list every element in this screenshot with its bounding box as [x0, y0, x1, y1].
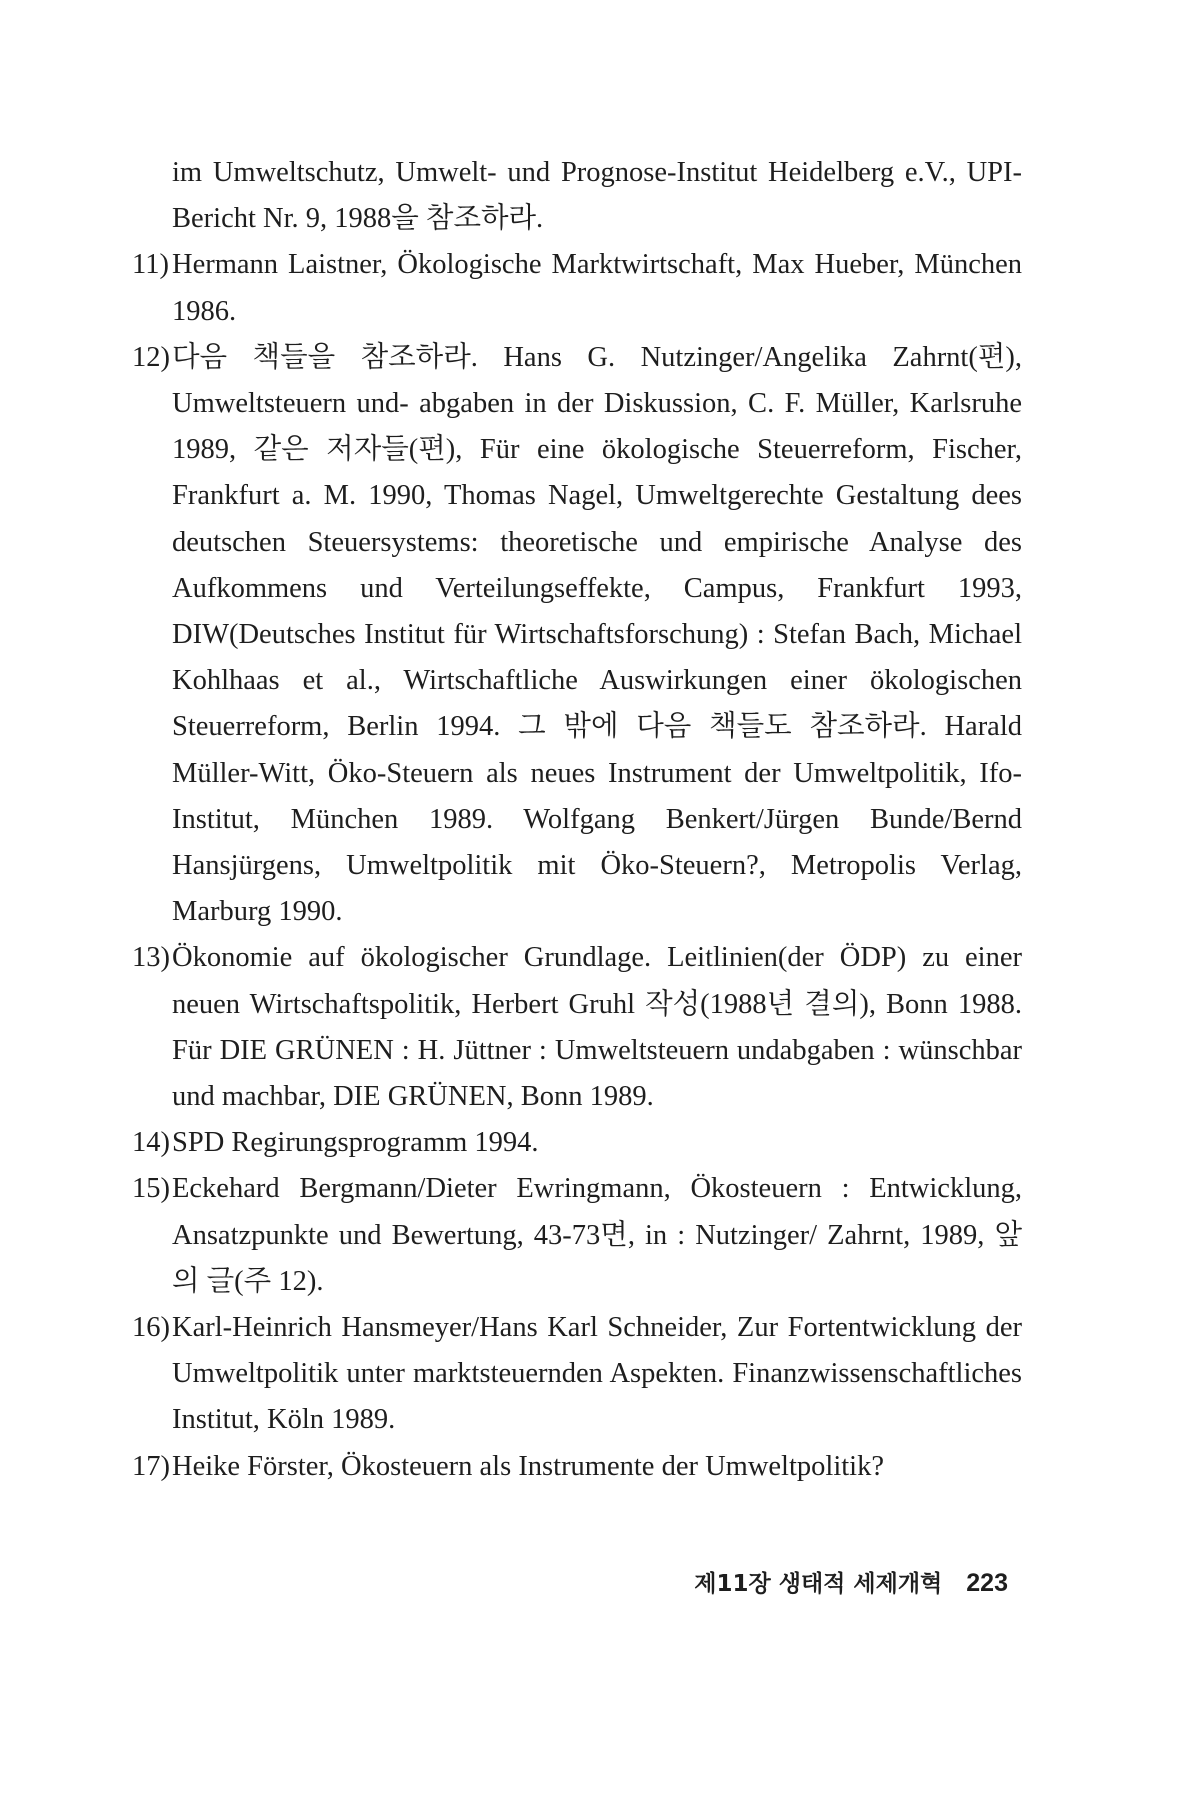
footnote-number: 17)	[132, 1450, 170, 1482]
page-footer	[0, 1565, 1008, 1598]
footnote-text: Hermann Laistner, Ökologische Marktwirtschaft, Max Hueber, München 1986.	[172, 249, 1022, 327]
page-number: 223	[966, 1569, 1008, 1597]
footnote-number: 14)	[132, 1127, 170, 1159]
footnote-text: Karl-Heinrich Hansmeyer/Hans Karl Schneider, Zur Fortentwicklung der Umweltpolitik unter marktsteuernden Aspekten. Finanzwissenschaftliches Institut, Köln 1989.	[172, 1312, 1022, 1436]
footnote-number: 12)	[132, 341, 170, 373]
footnote-text: 다음 책들을 참조하라. Hans G. Nutzinger/Angelika Zahrnt(편), Umweltsteuern und- abgaben in der Diskussion, C. F. Müller, Karlsruhe 1989, 같은 저자들(편), Für eine ökologische Steuerreform, Fischer, Frankfurt a. M. 1990, Thomas Nagel, Umweltgerechte Gestaltung dees deutschen Steuersystems: theoretische und empirische Analyse des Aufkommens und Verteilungseffekte, Campus, Frankfurt 1993, DIW(Deutsches Institut für Wirtschaftsforschung) : Stefan Bach, Michael Kohlhaas et al., Wirtschaftliche Auswirkungen einer ökologischen Steuerreform, Berlin 1994. 그 밖에 다음 책들도 참조하라. Harald Müller-Witt, Öko-Steuern als neues Instrument der Umweltpolitik, Ifo-Institut, München 1989. Wolfgang Benkert/Jürgen Bunde/Bernd Hansjürgens, Umweltpolitik mit Öko-Steuern?, Metropolis Verlag, Marburg 1990.	[172, 341, 1022, 928]
footnote-text: Heike Förster, Ökosteuern als Instrumente der Umweltpolitik?	[172, 1450, 884, 1482]
footnote-text: SPD Regirungsprogramm 1994.	[172, 1127, 539, 1159]
footnote-number: 16)	[132, 1312, 170, 1344]
footnote-14	[132, 1120, 1022, 1166]
footnote-16	[132, 1305, 1022, 1444]
footnote-number: 15)	[132, 1173, 170, 1205]
footnote-text: Eckehard Bergmann/Dieter Ewringmann, Ökosteuern : Entwicklung, Ansatzpunkte und Bewertung, 43-73면, in : Nutzinger/ Zahrnt, 1989, 앞의 글(주 12).	[172, 1173, 1022, 1297]
footnote-continuation: im Umweltschutz, Umwelt- und Prognose-Institut Heidelberg e.V., UPI-Bericht Nr. 9, 1988을 참조하라.	[172, 157, 1022, 235]
footnote-13	[132, 935, 1022, 1120]
footnote-11	[132, 242, 1022, 334]
footnote-number: 13)	[132, 942, 170, 974]
footnotes-block	[132, 150, 1022, 1490]
footnote-number: 11)	[132, 249, 169, 281]
footnote-12	[132, 335, 1022, 936]
chapter-title: 제11장 생태적 세제개혁	[694, 1571, 943, 1597]
footnote-text: Ökonomie auf ökologischer Grundlage. Leitlinien(der ÖDP) zu einer neuen Wirtschaftspolitik, Herbert Gruhl 작성(1988년 결의), Bonn 1988. Für DIE GRÜNEN : H. Jüttner : Umweltsteuern undabgaben : wünschbar und machbar, DIE GRÜNEN, Bonn 1989.	[172, 942, 1022, 1113]
footnote-17	[132, 1444, 1022, 1490]
footnote-15	[132, 1166, 1022, 1305]
